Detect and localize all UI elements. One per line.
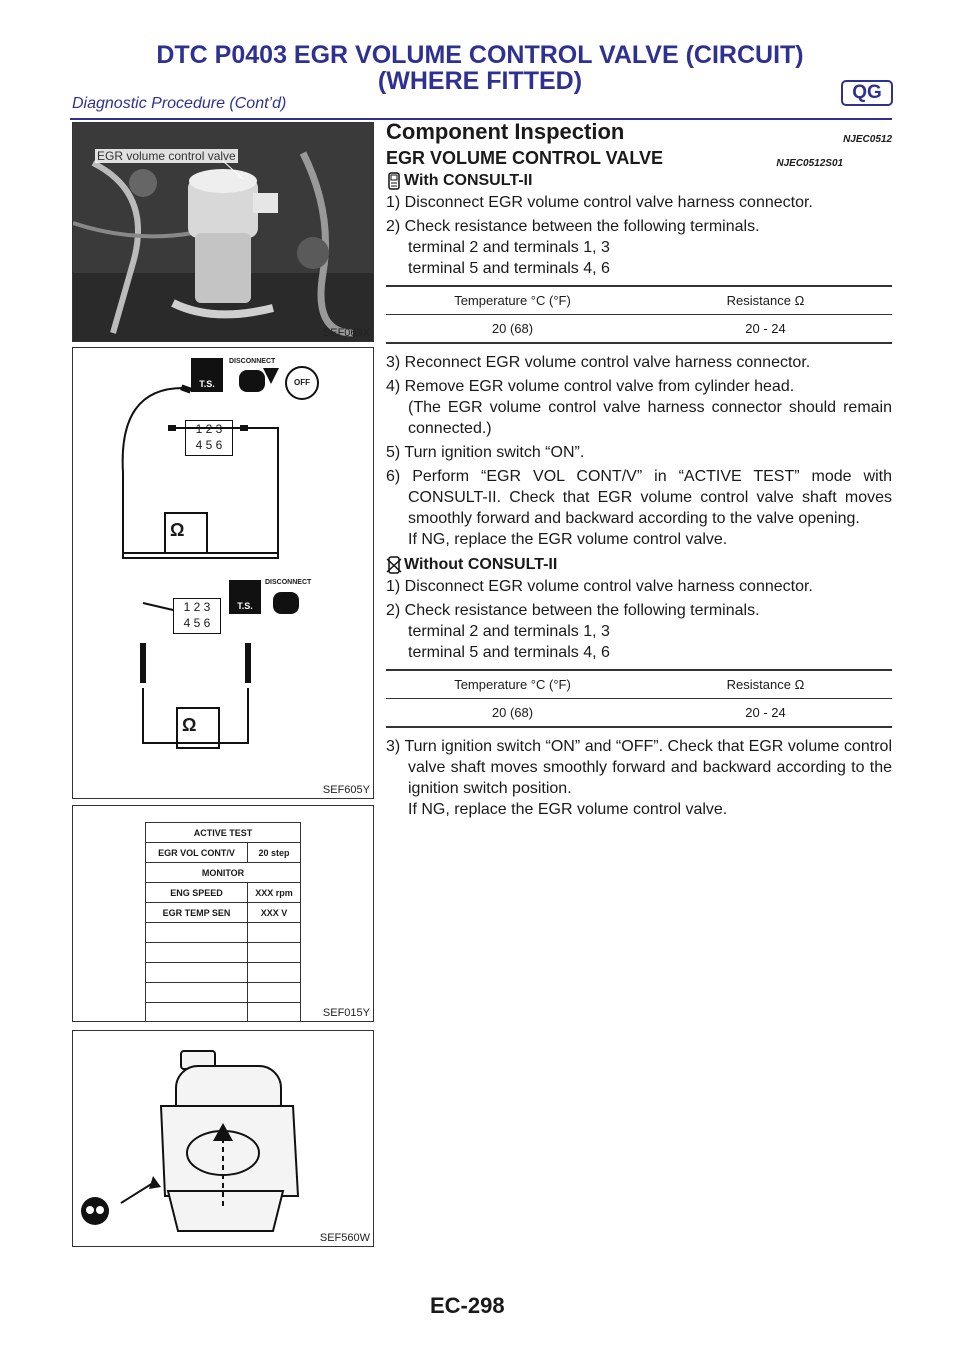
resistance-spec-table <box>386 669 892 728</box>
empty-cell <box>248 923 301 943</box>
table-cell: 20 - 24 <box>639 699 892 728</box>
section-code: NJEC0512 <box>843 134 892 145</box>
resistance-spec-table <box>386 285 892 344</box>
figure-code: SEF560W <box>319 1232 370 1244</box>
with-consult-heading: With CONSULT-II <box>386 170 776 192</box>
empty-cell <box>248 943 301 963</box>
title-line-1: DTC P0403 EGR VOLUME CONTROL VALVE (CIRCUIT) <box>156 41 804 69</box>
page-subtitle: Diagnostic Procedure (Cont’d) <box>72 95 287 112</box>
active-test-value: 20 step <box>248 843 301 863</box>
connector-bottom-pins: 1 2 3 4 5 6 <box>173 598 221 634</box>
page-number: EC-298 <box>430 1293 505 1318</box>
monitor-header: MONITOR <box>146 863 301 883</box>
monitor-row-value: XXX V <box>248 903 301 923</box>
no-tool-icon <box>386 556 402 574</box>
resistance-wiring-diagram <box>73 348 373 798</box>
page-title <box>60 42 900 94</box>
table-cell: 20 - 24 <box>639 315 892 344</box>
empty-cell <box>146 963 248 983</box>
consult-tool-icon <box>386 172 402 190</box>
ts-icon-bottom: T.S. <box>229 580 261 614</box>
disconnect-label-bottom: DISCONNECT <box>265 579 312 586</box>
step: 4) Remove EGR volume control valve from cylinder head. (The EGR volume control valve harness connector should remain connected.) <box>386 378 892 437</box>
active-test-header: ACTIVE TEST <box>146 823 301 843</box>
valve-drawing <box>73 1031 373 1246</box>
monitor-row-name: EGR TEMP SEN <box>146 903 248 923</box>
empty-cell <box>248 983 301 1003</box>
subsection-code: NJEC0512S01 <box>776 158 844 169</box>
main-content <box>386 118 892 823</box>
step: 1) Disconnect EGR volume control valve harness connector. <box>386 578 813 595</box>
title-line-2: (WHERE FITTED) <box>377 67 583 95</box>
step: 5) Turn ignition switch “ON”. <box>386 444 585 461</box>
step: 2) Check resistance between the following terminals. terminal 2 and terminals 1, 3 terminal 5 and terminals 4, 6 <box>386 602 760 661</box>
figure-active-test-screen <box>72 805 374 1022</box>
step: 2) Check resistance between the following terminals. terminal 2 and terminals 1, 3 terminal 5 and terminals 4, 6 <box>386 218 760 277</box>
egr-valve-label: EGR volume control valve <box>97 149 236 163</box>
table-header: Temperature °C (°F) <box>386 286 639 315</box>
connector-top-pins: 1 2 3 4 5 6 <box>185 420 233 456</box>
step: 3) Turn ignition switch “ON” and “OFF”. Check that EGR volume control valve shaft moves smoothly forward and backward according to the ignition switch position. If NG, replace the EGR volume control valve. <box>386 738 892 818</box>
ohmmeter-icon-bottom: Ω <box>182 715 197 735</box>
empty-cell <box>146 943 248 963</box>
table-cell: 20 (68) <box>386 315 639 344</box>
empty-cell <box>146 923 248 943</box>
step: 6) Perform “EGR VOL CONT/V” in “ACTIVE TEST” mode with CONSULT-II. Check that EGR volume control valve shaft moves smoothly forward and backward according to the valve opening. If NG, replace the EGR volume control valve. <box>386 468 892 548</box>
step: 1) Disconnect EGR volume control valve harness connector. <box>386 194 813 211</box>
empty-cell <box>248 1003 301 1023</box>
subsection-heading: EGR VOLUME CONTROL VALVE NJEC0512S01 <box>386 146 892 170</box>
table-header: Resistance Ω <box>639 670 892 699</box>
figure-code: SEF605Y <box>322 784 370 796</box>
figure-resistance-check <box>72 347 374 799</box>
active-test-table <box>145 822 301 1022</box>
empty-cell <box>146 983 248 1003</box>
monitor-row-name: ENG SPEED <box>146 883 248 903</box>
ohmmeter-icon-top: Ω <box>170 520 185 540</box>
figure-egr-valve-photo <box>72 122 374 342</box>
monitor-row-value: XXX rpm <box>248 883 301 903</box>
ignition-off-icon: OFF <box>285 366 319 400</box>
figure-code: SEF069X <box>322 327 370 339</box>
empty-cell <box>248 963 301 983</box>
step: 3) Reconnect EGR volume control valve harness connector. <box>386 354 811 371</box>
active-test-item: EGR VOL CONT/V <box>146 843 248 863</box>
figure-code: SEF015Y <box>322 1007 370 1019</box>
engine-badge: QG <box>841 80 893 106</box>
empty-cell <box>146 1003 248 1023</box>
ts-icon-top: T.S. <box>191 358 223 392</box>
table-header: Temperature °C (°F) <box>386 670 639 699</box>
section-heading: Component Inspection NJEC0512 <box>386 118 892 146</box>
table-cell: 20 (68) <box>386 699 639 728</box>
figure-valve-shaft <box>72 1030 374 1247</box>
without-consult-heading: Without CONSULT-II <box>386 554 892 576</box>
connector-icon-top <box>239 370 265 392</box>
table-header: Resistance Ω <box>639 286 892 315</box>
connector-icon-bottom <box>273 592 299 614</box>
disconnect-label-top: DISCONNECT <box>229 358 276 365</box>
